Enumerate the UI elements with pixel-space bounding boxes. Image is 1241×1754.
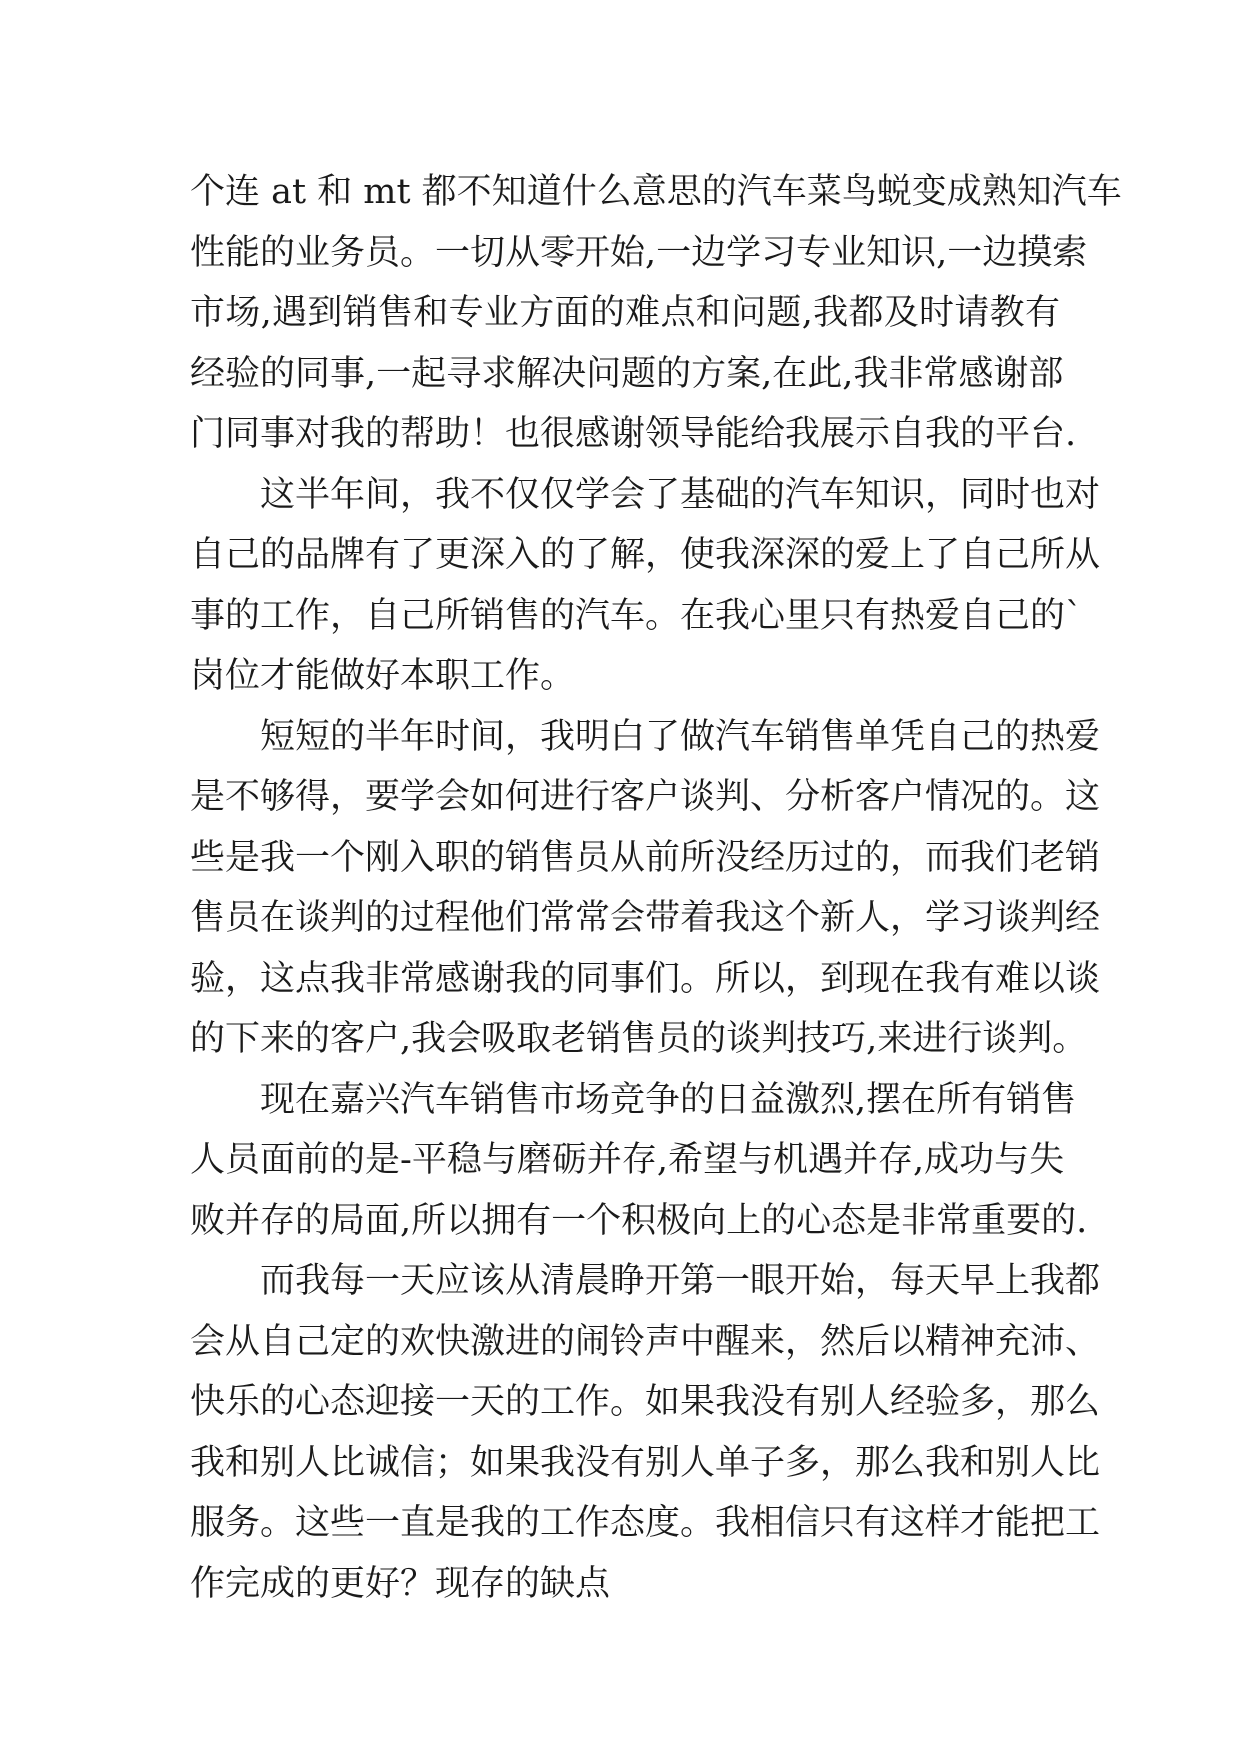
text-line: 作完成的更好？现存的缺点 — [190, 1563, 611, 1604]
text-line: 个连 at 和 mt 都不知道什么意思的汽车菜鸟蜕变成熟知汽车 — [190, 172, 1122, 212]
text-line: 而我每一天应该从清晨睁开第一眼开始，每天早上我都 — [260, 1261, 1101, 1301]
text-line: 事的工作，自己所销售的汽车。在我心里只有热爱自己的` — [190, 595, 1083, 636]
text-line: 现在嘉兴汽车销售市场竞争的日益激烈,摆在所有销售 — [260, 1079, 1077, 1120]
text-line: 服务。这些一直是我的工作态度。我相信只有这样才能把工 — [190, 1503, 1101, 1543]
text-line: 短短的半年时间，我明白了做汽车销售单凭自己的热爱 — [260, 716, 1101, 757]
text-line: 这半年间，我不仅仅学会了基础的汽车知识，同时也对 — [260, 474, 1101, 515]
text-line: 售员在谈判的过程他们常常会带着我这个新人，学习谈判经 — [190, 898, 1101, 938]
text-line: 门同事对我的帮助！也很感谢领导能给我展示自我的平台. — [190, 414, 1077, 454]
text-line: 快乐的心态迎接一天的工作。如果我没有别人经验多，那么 — [190, 1382, 1101, 1422]
text-line: 市场,遇到销售和专业方面的难点和问题,我都及时请教有 — [190, 293, 1060, 333]
document-body — [190, 162, 1122, 1614]
text-line: 我和别人比诚信；如果我没有别人单子多，那么我和别人比 — [190, 1442, 1101, 1483]
text-line: 败并存的局面,所以拥有一个积极向上的心态是非常重要的. — [190, 1200, 1088, 1241]
text-line: 的下来的客户,我会吸取老销售员的谈判技巧,来进行谈判。 — [190, 1019, 1088, 1059]
text-line: 岗位才能做好本职工作。 — [190, 656, 576, 696]
text-line: 自己的品牌有了更深入的了解，使我深深的爱上了自己所从 — [190, 535, 1101, 575]
text-line: 验，这点我非常感谢我的同事们。所以，到现在我有难以谈 — [190, 958, 1101, 999]
text-line: 经验的同事,一起寻求解决问题的方案,在此,我非常感谢部 — [190, 353, 1064, 394]
text-line: 些是我一个刚入职的销售员从前所没经历过的，而我们老销 — [190, 837, 1101, 878]
text-line: 人员面前的是-平稳与磨砺并存,希望与机遇并存,成功与失 — [190, 1140, 1065, 1180]
text-line: 性能的业务员。一切从零开始,一边学习专业知识,一边摸索 — [190, 232, 1088, 273]
text-line: 是不够得，要学会如何进行客户谈判、分析客户情况的。这 — [190, 777, 1101, 817]
text-line: 会从自己定的欢快激进的闹铃声中醒来，然后以精神充沛、 — [190, 1321, 1101, 1362]
